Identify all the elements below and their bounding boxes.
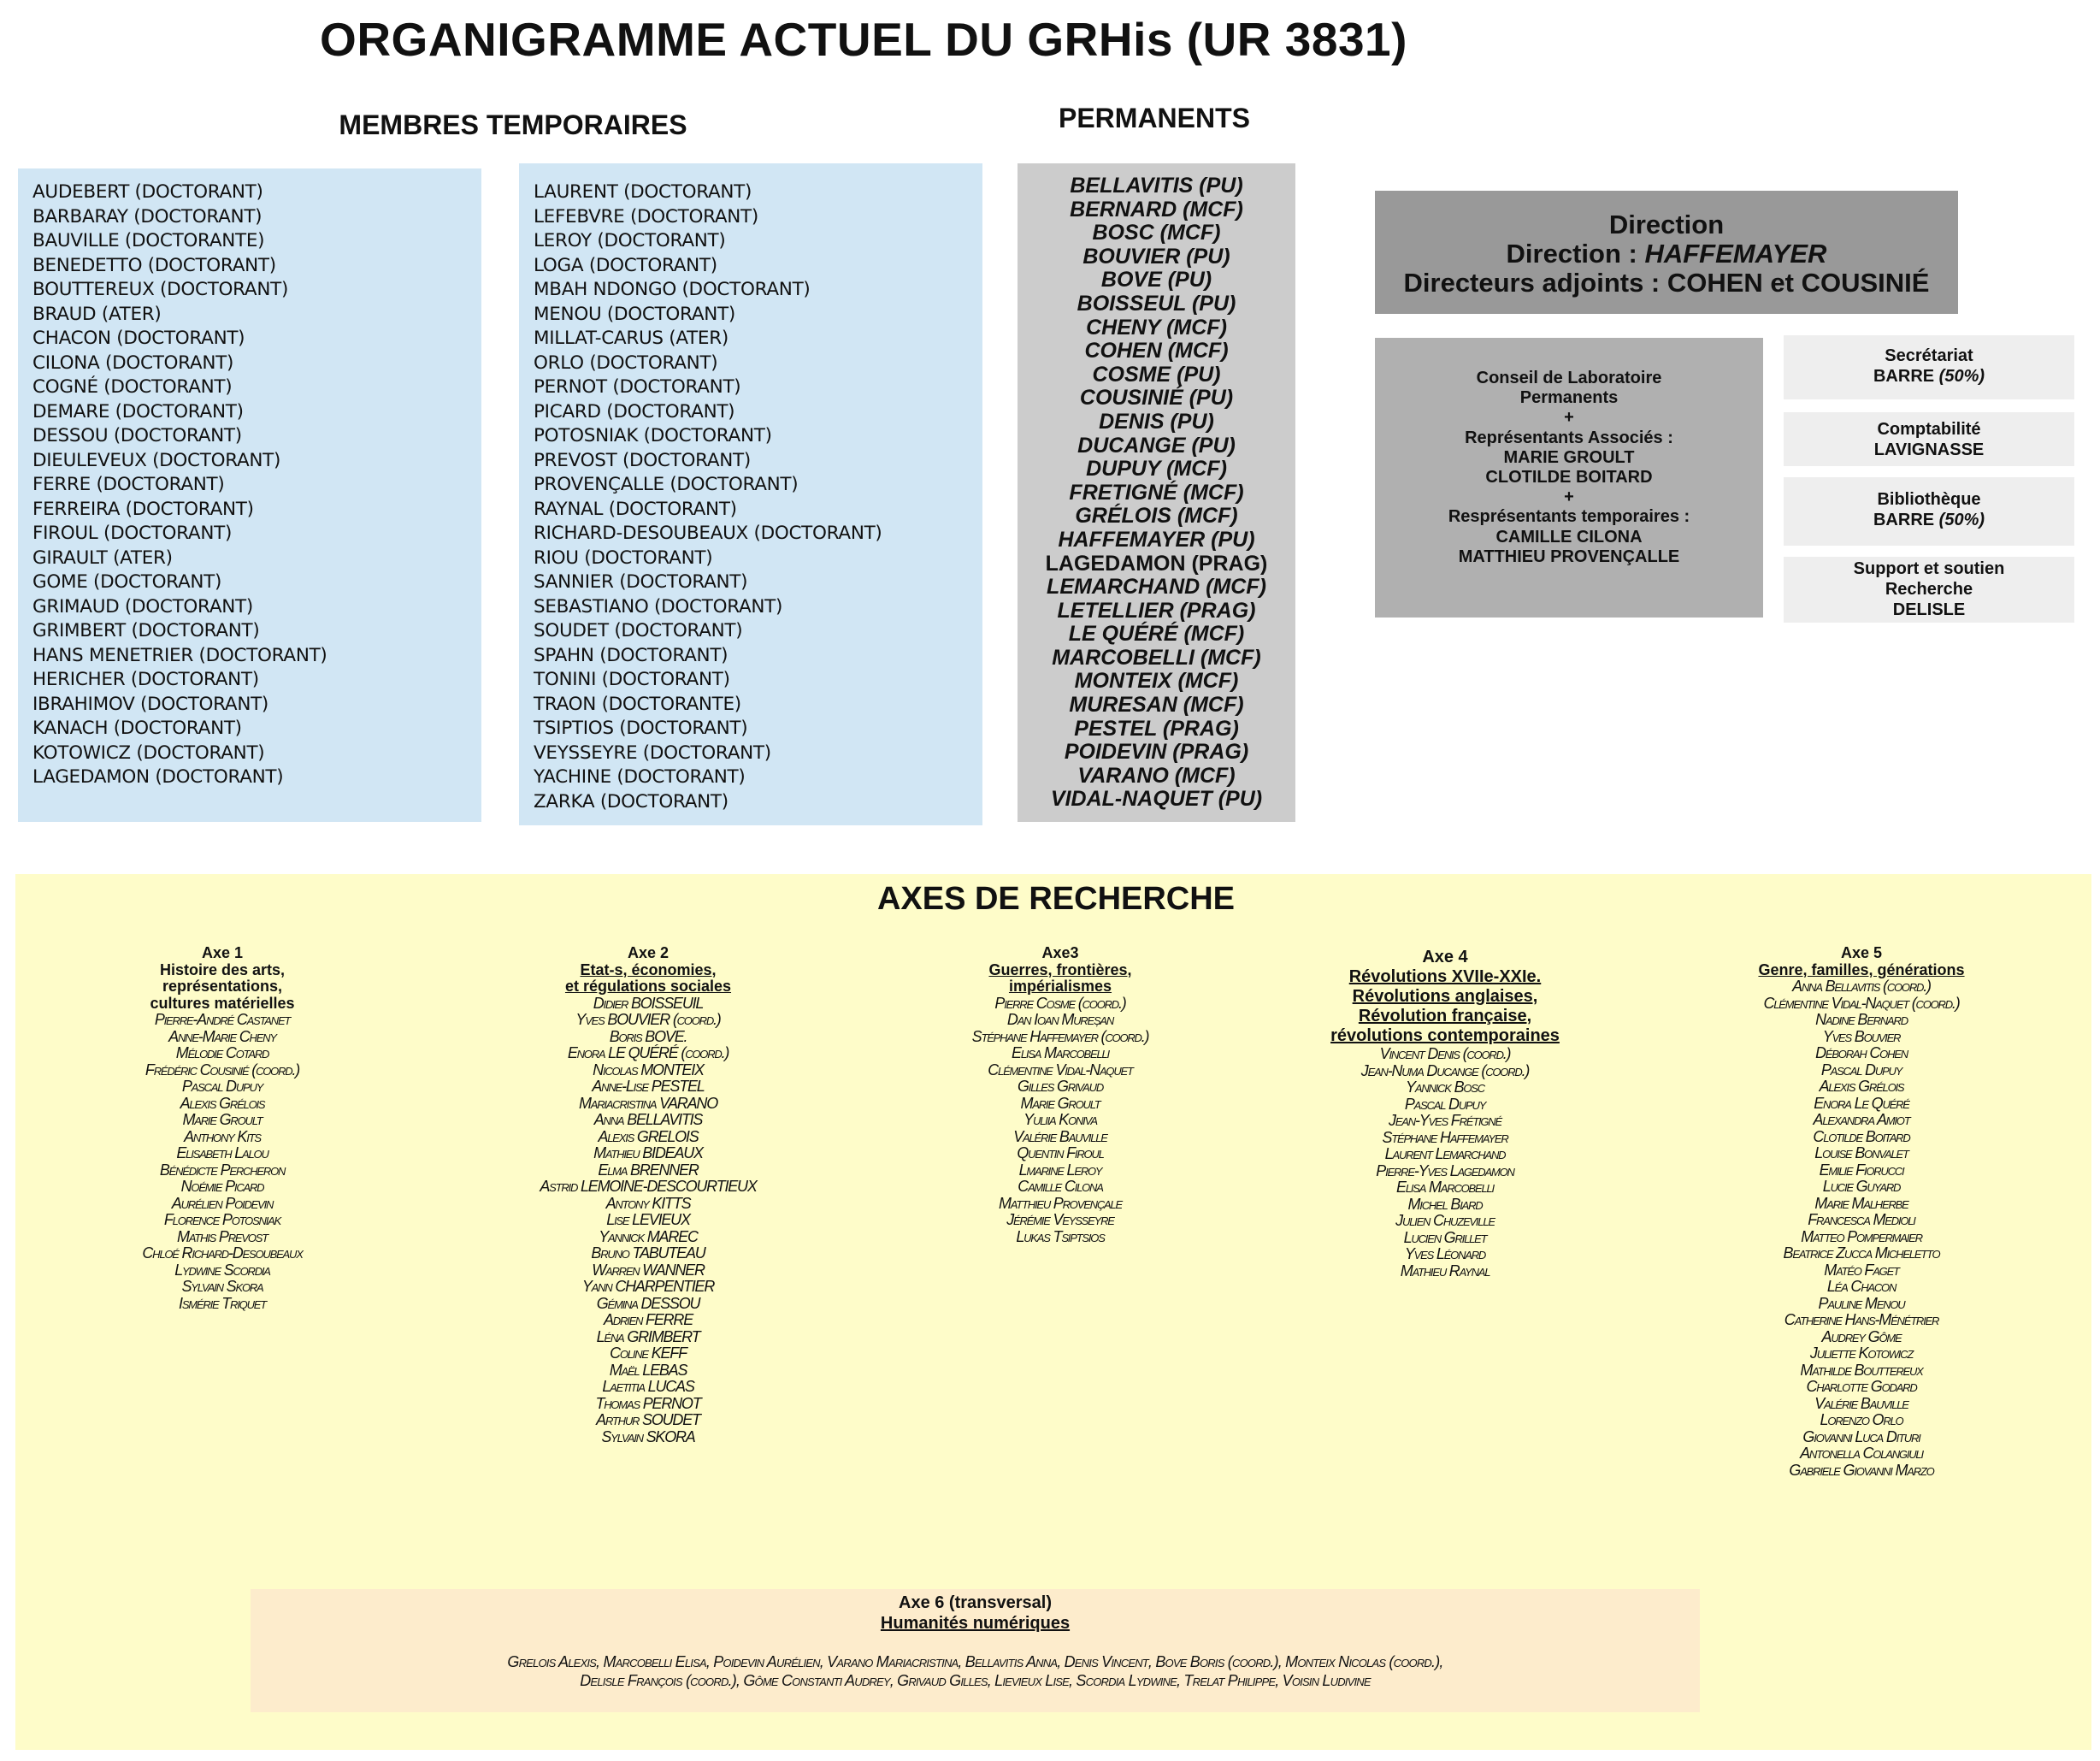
secretariat-pct: (50%) <box>1938 367 1985 386</box>
axe-5-member: Catherine Hans-Ménétrier <box>1784 1311 1939 1328</box>
temporaires-list-1 <box>18 168 481 822</box>
axe-1-member: Pascal Dupuy <box>181 1078 263 1095</box>
permanent-member: VARANO (MCF) <box>1077 763 1236 788</box>
temporaire-member: BARBARAY (DOCTORANT) <box>32 205 262 228</box>
temporaire-member: SANNIER (DOCTORANT) <box>534 571 748 593</box>
axe-1-number: Axe 1 <box>201 944 244 961</box>
axe-1-member: Noémie Picard <box>180 1178 264 1195</box>
permanent-member: COHEN (MCF) <box>1084 339 1229 363</box>
permanent-member: COSME (PU) <box>1092 362 1221 387</box>
axe-1-member: Alexis Grélois <box>180 1094 265 1112</box>
temporaire-member: FERRE (DOCTORANT) <box>32 474 225 495</box>
temporaire-member: LOGA (DOCTORANT) <box>534 254 717 276</box>
axe-2-member: Yann CHARPENTIER <box>581 1278 715 1295</box>
support-box <box>1784 557 2074 623</box>
conseil-line: Conseil de Laboratoire <box>1476 369 1662 387</box>
axe-4-member: Julien Chuzeville <box>1395 1212 1495 1229</box>
axe-1-title-line: représentations, <box>162 978 283 995</box>
temporaires-heading: MEMBRES TEMPORAIRES <box>339 109 687 140</box>
axe-2-number: Axe 2 <box>627 944 670 961</box>
axe-4-member: Stéphane Haffemayer <box>1382 1128 1508 1146</box>
axe-3-title-line: Guerres, frontières, <box>988 960 1132 978</box>
axe-4-member: Pascal Dupuy <box>1404 1095 1486 1113</box>
axe-1-member: Chloé Richard-Desoubeaux <box>142 1244 303 1262</box>
support-name: DELISLE <box>1892 600 1966 619</box>
temporaire-member: CHACON (DOCTORANT) <box>32 328 245 349</box>
axe-1-member: Lydwine Scordia <box>174 1261 270 1279</box>
secretariat-person <box>1784 366 2074 387</box>
axe-2-member: Mathieu BIDEAUX <box>593 1144 703 1161</box>
axe-1-member: Ismérie Triquet <box>179 1294 266 1312</box>
temporaire-member: SEBASTIANO (DOCTORANT) <box>534 595 783 618</box>
comptabilite-box <box>1784 412 2074 466</box>
axe-5-title-line: Genre, familles, générations <box>1758 960 1965 978</box>
axes-heading: AXES DE RECHERCHE <box>876 881 1236 917</box>
axe-1-member: Anne-Marie Cheny <box>168 1027 276 1045</box>
temporaire-member: MENOU (DOCTORANT) <box>534 303 735 325</box>
permanent-member: HAFFEMAYER (PU) <box>1058 527 1255 552</box>
permanent-member: CHENY (MCF) <box>1086 315 1227 340</box>
permanent-member: PESTEL (PRAG) <box>1074 716 1239 741</box>
conseil-line: + <box>1564 488 1574 507</box>
axe-5-member: Lucie Guyard <box>1822 1178 1901 1195</box>
axe-5-member: Emilie Fiorucci <box>1819 1161 1904 1179</box>
permanent-member: MURESAN (MCF) <box>1069 693 1244 718</box>
axe-6-members-line-2: Delisle François (coord.), Gôme Constanti Audrey, Grivaud Gilles, Lievieux Lise, Scordia Lydwine, Trelat Philippe, Voisin Ludivine <box>580 1672 1371 1689</box>
axe-3-member: Lmarine Leroy <box>1018 1161 1102 1179</box>
secretariat-name: BARRE <box>1873 367 1939 386</box>
axe-2-member: Anne-Lise PESTEL <box>592 1078 705 1095</box>
temporaire-member: PERNOT (DOCTORANT) <box>534 376 741 398</box>
temporaire-member: SPAHN (DOCTORANT) <box>534 644 729 666</box>
temporaire-member: BAUVILLE (DOCTORANTE) <box>32 230 265 251</box>
temporaire-member: PREVOST (DOCTORANT) <box>534 449 751 471</box>
temporaire-member: DIEULEVEUX (DOCTORANT) <box>32 449 281 471</box>
axe-4-title-line: Révolutions anglaises, <box>1352 987 1538 1006</box>
axe-3-member: Stéphane Haffemayer (coord.) <box>971 1027 1149 1045</box>
temporaire-member: YACHINE (DOCTORANT) <box>534 766 746 788</box>
temporaire-member: FIROUL (DOCTORANT) <box>32 523 233 544</box>
temporaire-member: PROVENÇALLE (DOCTORANT) <box>534 474 799 495</box>
axe-4-member: Jean-Numa Ducange (coord.) <box>1360 1061 1530 1079</box>
axe-1-member: Sylvain Skora <box>181 1278 263 1295</box>
axe-3-member: Pierre Cosme (coord.) <box>994 994 1126 1012</box>
axe-4-member: Vincent Denis (coord.) <box>1379 1045 1511 1062</box>
axe-5-member: Gabriele Giovanni Marzo <box>1789 1461 1934 1479</box>
axe-5-member: Clotilde Boitard <box>1813 1127 1910 1145</box>
adjoints-line: Directeurs adjoints : COHEN et COUSINIÉ <box>1403 268 1930 298</box>
axe-1-member: Frédéric Cousinié (coord.) <box>145 1061 300 1078</box>
comptabilite-label: Comptabilité <box>1877 420 1981 439</box>
axe-5-member: Alexandra Amiot <box>1813 1111 1910 1128</box>
axe-3-member: Yuliia Koniva <box>1023 1111 1097 1128</box>
temporaire-member: HANS MENETRIER (DOCTORANT) <box>32 644 327 666</box>
temporaire-member: ZARKA (DOCTORANT) <box>534 790 729 813</box>
axe-1-member: Marie Groult <box>182 1111 262 1128</box>
axe-4-member: Yves Léonard <box>1404 1245 1486 1262</box>
temporaire-member: HERICHER (DOCTORANT) <box>32 669 259 690</box>
permanent-member: GRÉLOIS (MCF) <box>1075 504 1238 529</box>
axe-2-member: Nicolas MONTEIX <box>593 1061 704 1078</box>
support-label-2: Recherche <box>1885 580 1973 599</box>
axe-2-member: Sylvain SKORA <box>601 1427 695 1445</box>
axe-2-member: Maël LEBAS <box>609 1361 687 1379</box>
permanent-member: DUCANGE (PU) <box>1077 433 1236 458</box>
permanent-member: LAGEDAMON (PRAG) <box>1045 551 1268 576</box>
axe-3-title-line: impérialismes <box>1008 978 1112 995</box>
axe-4 <box>1274 948 1616 1279</box>
axe-1-title-line: Histoire des arts, <box>159 960 286 978</box>
axe-3-member: Jérémie Veysseyre <box>1006 1211 1114 1228</box>
temporaire-member: LAURENT (DOCTORANT) <box>534 181 752 203</box>
axe-5-member: Lorenzo Orlo <box>1820 1411 1903 1428</box>
permanent-member: BOISSEUL (PU) <box>1077 291 1236 316</box>
axe-5-member: Audrey Gôme <box>1821 1327 1902 1345</box>
permanent-member: POIDEVIN (PRAG) <box>1064 740 1249 765</box>
permanent-member: FRETIGNÉ (MCF) <box>1069 480 1244 505</box>
axe-2-member: Laetitia LUCAS <box>602 1378 694 1395</box>
axe-2-member: Léna GRIMBERT <box>596 1327 700 1345</box>
direction-title: Direction <box>1608 210 1725 239</box>
axe-4-member: Michel Biard <box>1407 1195 1483 1213</box>
axe-2-member: Boris BOVE. <box>609 1027 687 1045</box>
temporaire-member: GIRAULT (ATER) <box>32 547 173 569</box>
axe-4-number: Axe 4 <box>1422 948 1468 966</box>
conseil-box <box>1375 338 1763 618</box>
temporaire-member: VEYSSEYRE (DOCTORANT) <box>534 742 771 764</box>
axe-3-member: Gilles Grivaud <box>1017 1078 1104 1095</box>
temporaire-member: TSIPTIOS (DOCTORANT) <box>534 718 748 739</box>
axe-1-member: Elisabeth Lalou <box>176 1144 268 1161</box>
bibliotheque-label: Bibliothèque <box>1877 490 1981 509</box>
permanent-member: VIDAL-NAQUET (PU) <box>1050 787 1263 812</box>
temporaire-member: BRAUD (ATER) <box>32 303 162 325</box>
conseil-line: CAMILLE CILONA <box>1495 527 1643 547</box>
axe-4-member: Pierre-Yves Lagedamon <box>1376 1161 1514 1179</box>
temporaire-member: KOTOWICZ (DOCTORANT) <box>32 742 265 764</box>
temporaire-member: COGNÉ (DOCTORANT) <box>32 376 233 398</box>
axe-1-member: Bénédicte Percheron <box>159 1161 286 1179</box>
secretariat-box <box>1784 335 2074 399</box>
axe-5-member: Nadine Bernard <box>1815 1011 1908 1028</box>
conseil-line: MARIE GROULT <box>1503 447 1635 467</box>
axe-6 <box>251 1589 1700 1712</box>
axe-4-member: Elisa Marcobelli <box>1396 1179 1494 1196</box>
axe-2-member: Yannick MAREC <box>599 1227 698 1245</box>
axe-5-member: Pascal Dupuy <box>1820 1061 1902 1078</box>
temporaires-list-2 <box>519 163 982 825</box>
comptabilite-name: LAVIGNASSE <box>1873 440 1985 459</box>
axe-2-member: Enora LE QUÉRÉ (coord.) <box>567 1044 729 1061</box>
conseil-line: Resprésentants temporaires : <box>1448 507 1690 527</box>
axe-4-title-line: Révolutions XVIIe-XXIe. <box>1348 967 1542 986</box>
axe-5-member: Louise Bonvalet <box>1814 1144 1908 1161</box>
permanents-heading: PERMANENTS <box>1058 103 1250 133</box>
axe-3-member: Camille Cilona <box>1018 1178 1103 1195</box>
axe-3-member: Marie Groult <box>1020 1094 1100 1112</box>
temporaire-member: RICHARD-DESOUBEAUX (DOCTORANT) <box>534 523 882 544</box>
axe-5-member: Clémentine Vidal-Naquet (coord.) <box>1763 994 1960 1012</box>
temporaire-member: DESSOU (DOCTORANT) <box>32 425 242 446</box>
axe-5-member: Alexis Grélois <box>1819 1078 1904 1095</box>
axe-5-member: Yves Bouvier <box>1822 1027 1901 1045</box>
axe-2-member: Adrien FERRE <box>603 1311 693 1328</box>
axe-2 <box>477 945 819 1445</box>
temporaire-member: ORLO (DOCTORANT) <box>534 352 718 374</box>
temporaire-member: FERREIRA (DOCTORANT) <box>32 498 254 520</box>
axe-3-member: Quentin Firoul <box>1017 1144 1104 1161</box>
temporaire-member: LAGEDAMON (DOCTORANT) <box>32 766 284 788</box>
axe-5-member: Matteo Pompermaier <box>1801 1227 1922 1245</box>
permanent-member: COUSINIÉ (PU) <box>1079 386 1234 411</box>
axe-2-member: Elma BRENNER <box>598 1161 699 1179</box>
temporaire-member: CILONA (DOCTORANT) <box>32 352 234 374</box>
permanent-member: LE QUÉRÉ (MCF) <box>1068 622 1245 647</box>
permanent-member: BOSC (MCF) <box>1092 221 1221 245</box>
axe-4-member: Yannick Bosc <box>1406 1078 1484 1096</box>
temporaire-member: DEMARE (DOCTORANT) <box>32 400 244 423</box>
axe-5-member: Francesca Medioli <box>1808 1211 1915 1228</box>
axe-5-member: Matéo Faget <box>1824 1261 1899 1279</box>
axe-5-member: Giovanni Luca Dituri <box>1802 1427 1920 1445</box>
axe-5-member: Mathilde Bouttereux <box>1800 1361 1923 1379</box>
permanent-member: BERNARD (MCF) <box>1070 197 1243 222</box>
axe-5-member: Charlotte Godard <box>1806 1378 1917 1395</box>
temporaire-member: RIOU (DOCTORANT) <box>534 547 713 569</box>
director-name: HAFFEMAYER <box>1644 239 1827 269</box>
axe-3-member: Elisa Marcobelli <box>1012 1044 1109 1061</box>
axe-4-member: Lucien Grillet <box>1403 1228 1487 1246</box>
temporaire-member: TRAON (DOCTORANTE) <box>534 693 741 715</box>
axe-1-member: Mélodie Cotard <box>175 1044 269 1061</box>
axe-5 <box>1690 945 2032 1479</box>
axe-1-member: Aurélien Poidevin <box>171 1194 274 1212</box>
temporaire-member: AUDEBERT (DOCTORANT) <box>32 181 263 203</box>
temporaire-member: GOME (DOCTORANT) <box>32 571 222 593</box>
page-title: ORGANIGRAMME ACTUEL DU GRHis (UR 3831) <box>320 13 1407 66</box>
bibliotheque-name: BARRE <box>1873 511 1939 529</box>
conseil-line: Permanents <box>1519 388 1619 408</box>
temporaire-member: SOUDET (DOCTORANT) <box>534 620 743 641</box>
conseil-line: MATTHIEU PROVENÇALLE <box>1458 547 1680 566</box>
bibliotheque-pct: (50%) <box>1938 511 1985 529</box>
axe-4-member: Mathieu Raynal <box>1400 1262 1490 1279</box>
axe-1-title-line: cultures matérielles <box>150 994 295 1012</box>
permanent-member: MARCOBELLI (MCF) <box>1052 645 1261 670</box>
axe-2-member: Warren WANNER <box>592 1261 705 1279</box>
temporaire-member: KANACH (DOCTORANT) <box>32 718 242 739</box>
temporaire-member: TONINI (DOCTORANT) <box>534 669 730 690</box>
temporaire-member: LEROY (DOCTORANT) <box>534 230 726 251</box>
bibliotheque-box <box>1784 477 2074 546</box>
axe-4-title-line: révolutions contemporaines <box>1330 1026 1560 1045</box>
temporaire-member: GRIMAUD (DOCTORANT) <box>32 595 253 618</box>
axe-2-title-line: et régulations sociales <box>564 978 732 995</box>
temporaire-member: PICARD (DOCTORANT) <box>534 400 735 423</box>
axe-4-title-line: Révolution française, <box>1358 1007 1532 1025</box>
conseil-line: Représentants Associés : <box>1465 428 1673 447</box>
axe-1-member: Florence Potosniak <box>163 1211 281 1228</box>
axe-2-member: Alexis GRELOIS <box>598 1127 699 1145</box>
axe-2-member: Anna BELLAVITIS <box>593 1111 703 1128</box>
axe-5-member: Juliette Kotowicz <box>1809 1344 1914 1362</box>
secretariat-label: Secrétariat <box>1885 346 1973 365</box>
permanent-member: LETELLIER (PRAG) <box>1057 598 1256 623</box>
axe-6-title: Humanités numériques <box>880 1614 1071 1633</box>
axe-5-member: Déborah Cohen <box>1815 1044 1908 1061</box>
axe-3-member: Lukas Tsiptsios <box>1016 1227 1105 1245</box>
axe-3-member: Matthieu Provençale <box>998 1194 1123 1212</box>
axe-4-member: Laurent Lemarchand <box>1384 1145 1506 1162</box>
temporaire-member: RAYNAL (DOCTORANT) <box>534 498 737 520</box>
axe-5-member: Enora Le Quéré <box>1814 1094 1909 1112</box>
axe-2-member: Didier BOISSEUIL <box>593 994 704 1012</box>
axe-3 <box>889 945 1231 1245</box>
axe-1-member: Pierre-André Castanet <box>154 1011 291 1028</box>
axe-2-member: Arthur SOUDET <box>596 1411 700 1428</box>
direction-box <box>1375 191 1958 314</box>
axe-3-member: Clémentine Vidal-Naquet <box>988 1061 1133 1078</box>
bibliotheque-person <box>1784 510 2074 530</box>
axe-2-member: Coline KEFF <box>610 1344 687 1362</box>
axe-2-member: Yves BOUVIER (coord.) <box>575 1011 721 1028</box>
axe-5-member: Marie Malherbe <box>1814 1194 1908 1212</box>
temporaire-member: BENEDETTO (DOCTORANT) <box>32 254 276 276</box>
axe-5-member: Valérie Bauville <box>1814 1394 1908 1412</box>
axe-2-member: Lise LEVIEUX <box>606 1211 690 1228</box>
temporaire-member: IBRAHIMOV (DOCTORANT) <box>32 693 269 715</box>
axe-6-members-line-1: Grelois Alexis, Marcobelli Elisa, Poidevin Aurélien, Varano Mariacristina, Bellavitis Anna, Denis Vincent, Bove Boris (coord.), Monteix Nicolas (coord.), <box>507 1653 1443 1670</box>
axe-1 <box>51 945 393 1312</box>
axe-2-member: Antony KITTS <box>605 1194 691 1212</box>
conseil-line: CLOTILDE BOITARD <box>1485 468 1653 488</box>
permanent-member: BOUVIER (PU) <box>1082 244 1230 269</box>
axe-2-member: Astrid LEMOINE-DESCOURTIEUX <box>540 1178 757 1195</box>
axe-3-number: Axe3 <box>1041 944 1079 961</box>
permanent-member: BELLAVITIS (PU) <box>1070 174 1243 198</box>
axe-5-member: Beatrice Zucca Micheletto <box>1783 1244 1940 1262</box>
temporaire-member: POTOSNIAK (DOCTORANT) <box>534 425 772 446</box>
axe-3-member: Dan Ioan Mureșan <box>1006 1011 1114 1028</box>
permanent-member: LEMARCHAND (MCF) <box>1047 575 1266 600</box>
axe-5-member: Antonella Colangiuli <box>1800 1445 1923 1462</box>
axe-3-member: Valérie Bauville <box>1013 1127 1107 1145</box>
axe-4-member: Jean-Yves Frétigné <box>1389 1112 1501 1129</box>
permanent-member: BOVE (PU) <box>1100 268 1212 293</box>
permanent-member: MONTEIX (MCF) <box>1074 669 1239 694</box>
axe-5-member: Pauline Menou <box>1818 1294 1905 1312</box>
temporaire-member: MILLAT-CARUS (ATER) <box>534 328 729 349</box>
axe-1-member: Mathis Prevost <box>177 1227 268 1245</box>
permanent-member: DUPUY (MCF) <box>1086 457 1227 482</box>
temporaire-member: BOUTTEREUX (DOCTORANT) <box>32 279 289 300</box>
conseil-line: + <box>1564 408 1574 428</box>
axe-5-member: Léa Chacon <box>1826 1278 1896 1295</box>
axe-2-title-line: Etat-s, économies, <box>580 960 717 978</box>
permanents-list <box>1018 163 1295 822</box>
director-label: Direction : <box>1506 239 1645 269</box>
axe-5-member: Anna Bellavitis (coord.) <box>1792 978 1931 995</box>
temporaire-member: MBAH NDONGO (DOCTORANT) <box>534 279 811 300</box>
axe-2-member: Gémina DESSOU <box>596 1294 700 1312</box>
axe-6-members <box>251 1652 1700 1690</box>
temporaire-member: LEFEBVRE (DOCTORANT) <box>534 205 758 228</box>
axe-2-member: Mariacristina VARANO <box>578 1094 718 1112</box>
axe-2-member: Thomas PERNOT <box>595 1394 701 1412</box>
axe-1-member: Anthony Kits <box>184 1127 261 1145</box>
permanent-member: DENIS (PU) <box>1099 409 1214 434</box>
support-label-1: Support et soutien <box>1853 559 2005 578</box>
temporaire-member: GRIMBERT (DOCTORANT) <box>32 620 260 641</box>
axe-6-number: Axe 6 (transversal) <box>899 1593 1052 1612</box>
director-line <box>1375 239 1958 269</box>
axe-2-member: Bruno TABUTEAU <box>591 1244 705 1262</box>
axe-5-number: Axe 5 <box>1840 944 1883 961</box>
